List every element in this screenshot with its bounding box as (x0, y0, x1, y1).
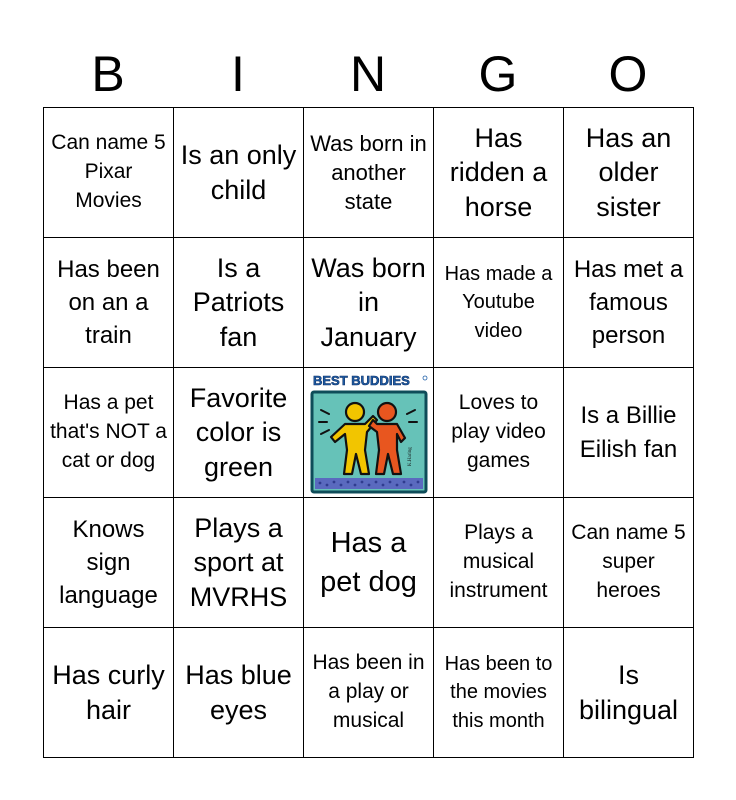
bingo-cell-r4c5[interactable] (564, 498, 694, 628)
header-letter-n: N (349, 46, 387, 102)
bingo-cell-r5c3[interactable] (304, 628, 434, 758)
svg-text:BEST BUDDIES: BEST BUDDIES (312, 372, 410, 388)
cell-text: Plays a sport at MVRHS (189, 512, 288, 612)
header-letter-o: O (608, 46, 648, 102)
cell-text: Is an only child (180, 139, 297, 205)
bingo-cell-r2c3[interactable] (304, 238, 434, 368)
cell-text: Has been on an a train (57, 255, 160, 350)
bingo-board (43, 107, 694, 758)
bingo-cell-r3c5[interactable] (564, 368, 694, 498)
bingo-cell-r4c3[interactable] (304, 498, 434, 628)
cell-text: Has been in a play or musical (312, 651, 425, 732)
cell-text: Is a Patriots fan (192, 252, 285, 352)
cell-text: Has a pet dog (320, 527, 417, 598)
bingo-cell-r1c5[interactable] (564, 108, 694, 238)
bingo-cell-r2c2[interactable] (174, 238, 304, 368)
bingo-cell-r5c5[interactable] (564, 628, 694, 758)
bingo-cell-r2c4[interactable] (434, 238, 564, 368)
bingo-cell-r1c3[interactable] (304, 108, 434, 238)
header-letter-b: B (91, 46, 125, 102)
cell-text: Has a pet that's NOT a cat or dog (50, 391, 167, 472)
cell-text: Is a Billie Eilish fan (579, 402, 678, 463)
bingo-cell-r4c2[interactable] (174, 498, 304, 628)
bingo-cell-r4c1[interactable] (44, 498, 174, 628)
bingo-cell-r5c4[interactable] (434, 628, 564, 758)
cell-text: Has curly hair (52, 659, 165, 725)
cell-text: Has made a Youtube video (444, 262, 553, 342)
cell-text: Has blue eyes (185, 659, 292, 725)
bingo-cell-r5c1[interactable] (44, 628, 174, 758)
cell-text: Was born in January (311, 252, 426, 352)
cell-text: Knows sign language (59, 515, 158, 610)
bingo-cell-r2c5[interactable] (564, 238, 694, 368)
bingo-cell-r5c2[interactable] (174, 628, 304, 758)
svg-text:K.Haring: K.Haring (407, 446, 413, 466)
best-buddies-logo (307, 370, 431, 496)
cell-text: Plays a musical instrument (449, 521, 548, 602)
bingo-cell-r1c2[interactable] (174, 108, 304, 238)
header-letter-i: I (231, 46, 245, 102)
cell-text: Has been to the movies this month (444, 652, 553, 732)
bingo-cell-r4c4[interactable] (434, 498, 564, 628)
cell-text: Was born in another state (310, 130, 427, 215)
bingo-header (43, 40, 693, 108)
bingo-cell-r3c4[interactable] (434, 368, 564, 498)
bingo-cell-r1c4[interactable] (434, 108, 564, 238)
cell-text: Can name 5 Pixar Movies (51, 131, 166, 212)
cell-text: Has an older sister (585, 122, 672, 222)
header-letter-g: G (478, 46, 518, 102)
bingo-cell-r1c1[interactable] (44, 108, 174, 238)
free-space-cell[interactable] (304, 368, 434, 498)
cell-text: Has met a famous person (573, 255, 684, 350)
bingo-cell-r3c1[interactable] (44, 368, 174, 498)
cell-text: Has ridden a horse (449, 122, 548, 222)
cell-text: Loves to play video games (451, 391, 546, 472)
cell-text: Favorite color is green (189, 382, 288, 482)
bingo-cell-r3c2[interactable] (174, 368, 304, 498)
cell-text: Is bilingual (578, 659, 679, 725)
cell-text: Can name 5 super heroes (571, 521, 686, 602)
bingo-cell-r2c1[interactable] (44, 238, 174, 368)
